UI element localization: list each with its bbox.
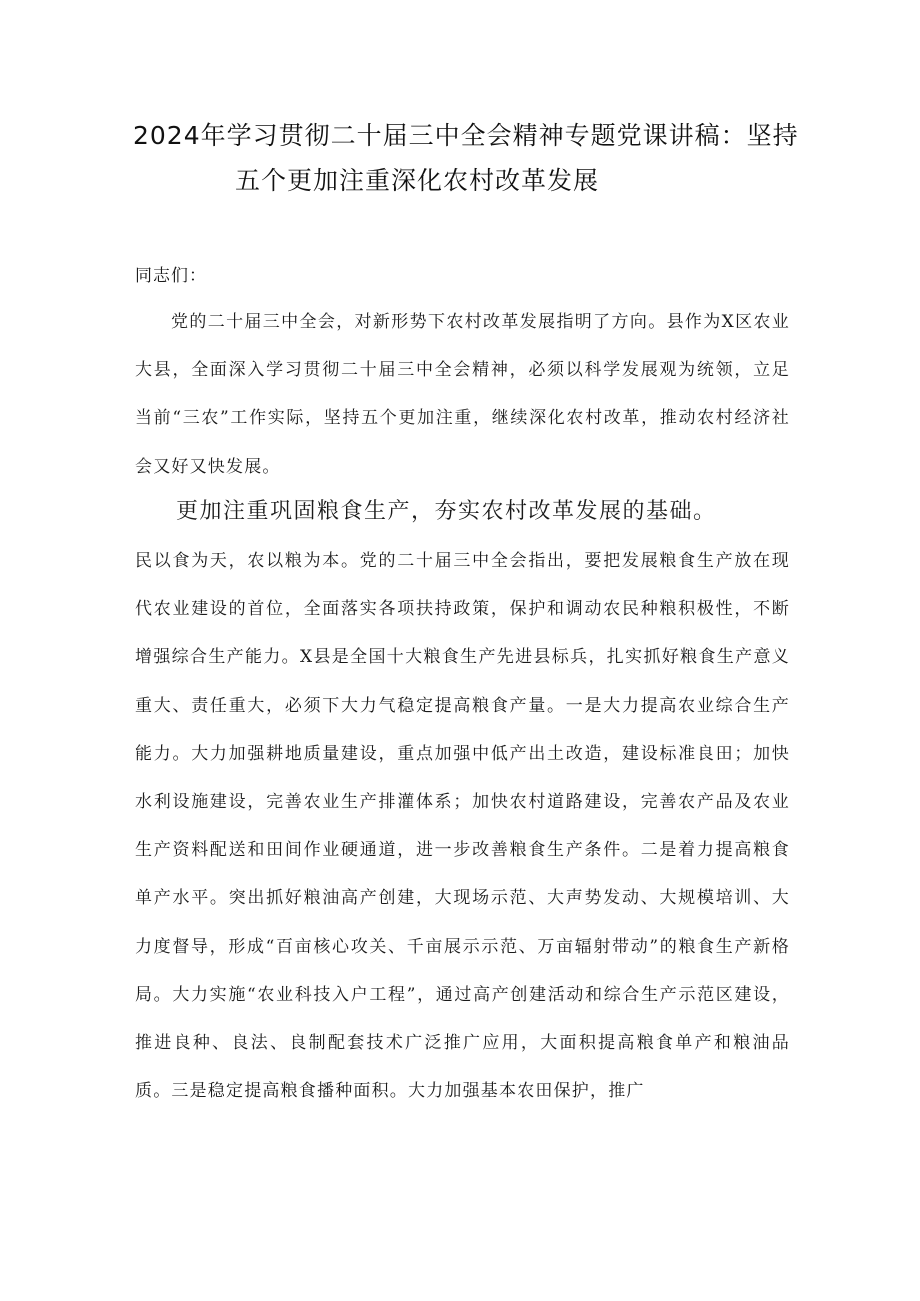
section-heading: 更加注重巩固粮食生产，夯实农村改革发展的基础。 [176, 499, 717, 524]
salutation: 同志们： [135, 266, 207, 286]
section-body-paragraph: 民以食为天，农以粮为本。党的二十届三中全会指出，要把发展粮食生产放在现代农业建设的首位，全面落实各项扶持政策，保护和调动农民种粮积极性，不断增强综合生产能力。X县是全国十大粮食生产先进县标兵，扎实抓好粮食生产意义重大、责任重大，必须下大力气稳定提高粮食产量。一是大力提高农业综合生产能力。大力加强耕地质量建设，重点加强中低产出土改造，建设标准良田；加快水利设施建设，完善农业生产排灌体系；加快农村道路建设，完善农产品及农业生产资料配送和田间作业硬通道，进一步改善粮食生产条件。二是着力提高粮食单产水平。突出抓好粮油高产创建，大现场示范、大声势发动、大规模培训、大力度督导，形成“百亩核心攻关、千亩展示示范、万亩辐射带动”的粮食生产新格局。大力实施“农业科技入户工程”，通过高产创建活动和综合生产示范区建设，推进良种、良法、良制配套技术广泛推广应用，大面积提高粮食单产和粮油品质。三是稳定提高粮食播种面积。大力加强基本农田保护，推广 [135, 551, 790, 1102]
document-title-line-2: 五个更加注重深化农村改革发展 [235, 166, 600, 195]
document-title-line-1: 2024年学习贯彻二十届三中全会精神专题党课讲稿：坚持 [133, 121, 799, 150]
intro-paragraph: 党的二十届三中全会，对新形势下农村改革发展指明了方向。县作为X区农业大县，全面深入学习贯彻二十届三中全会精神，必须以科学发展观为统领，立足当前“三农”工作实际，坚持五个更加注重，继续深化农村改革，推动农村经济社会又好又快发展。 [135, 312, 790, 477]
